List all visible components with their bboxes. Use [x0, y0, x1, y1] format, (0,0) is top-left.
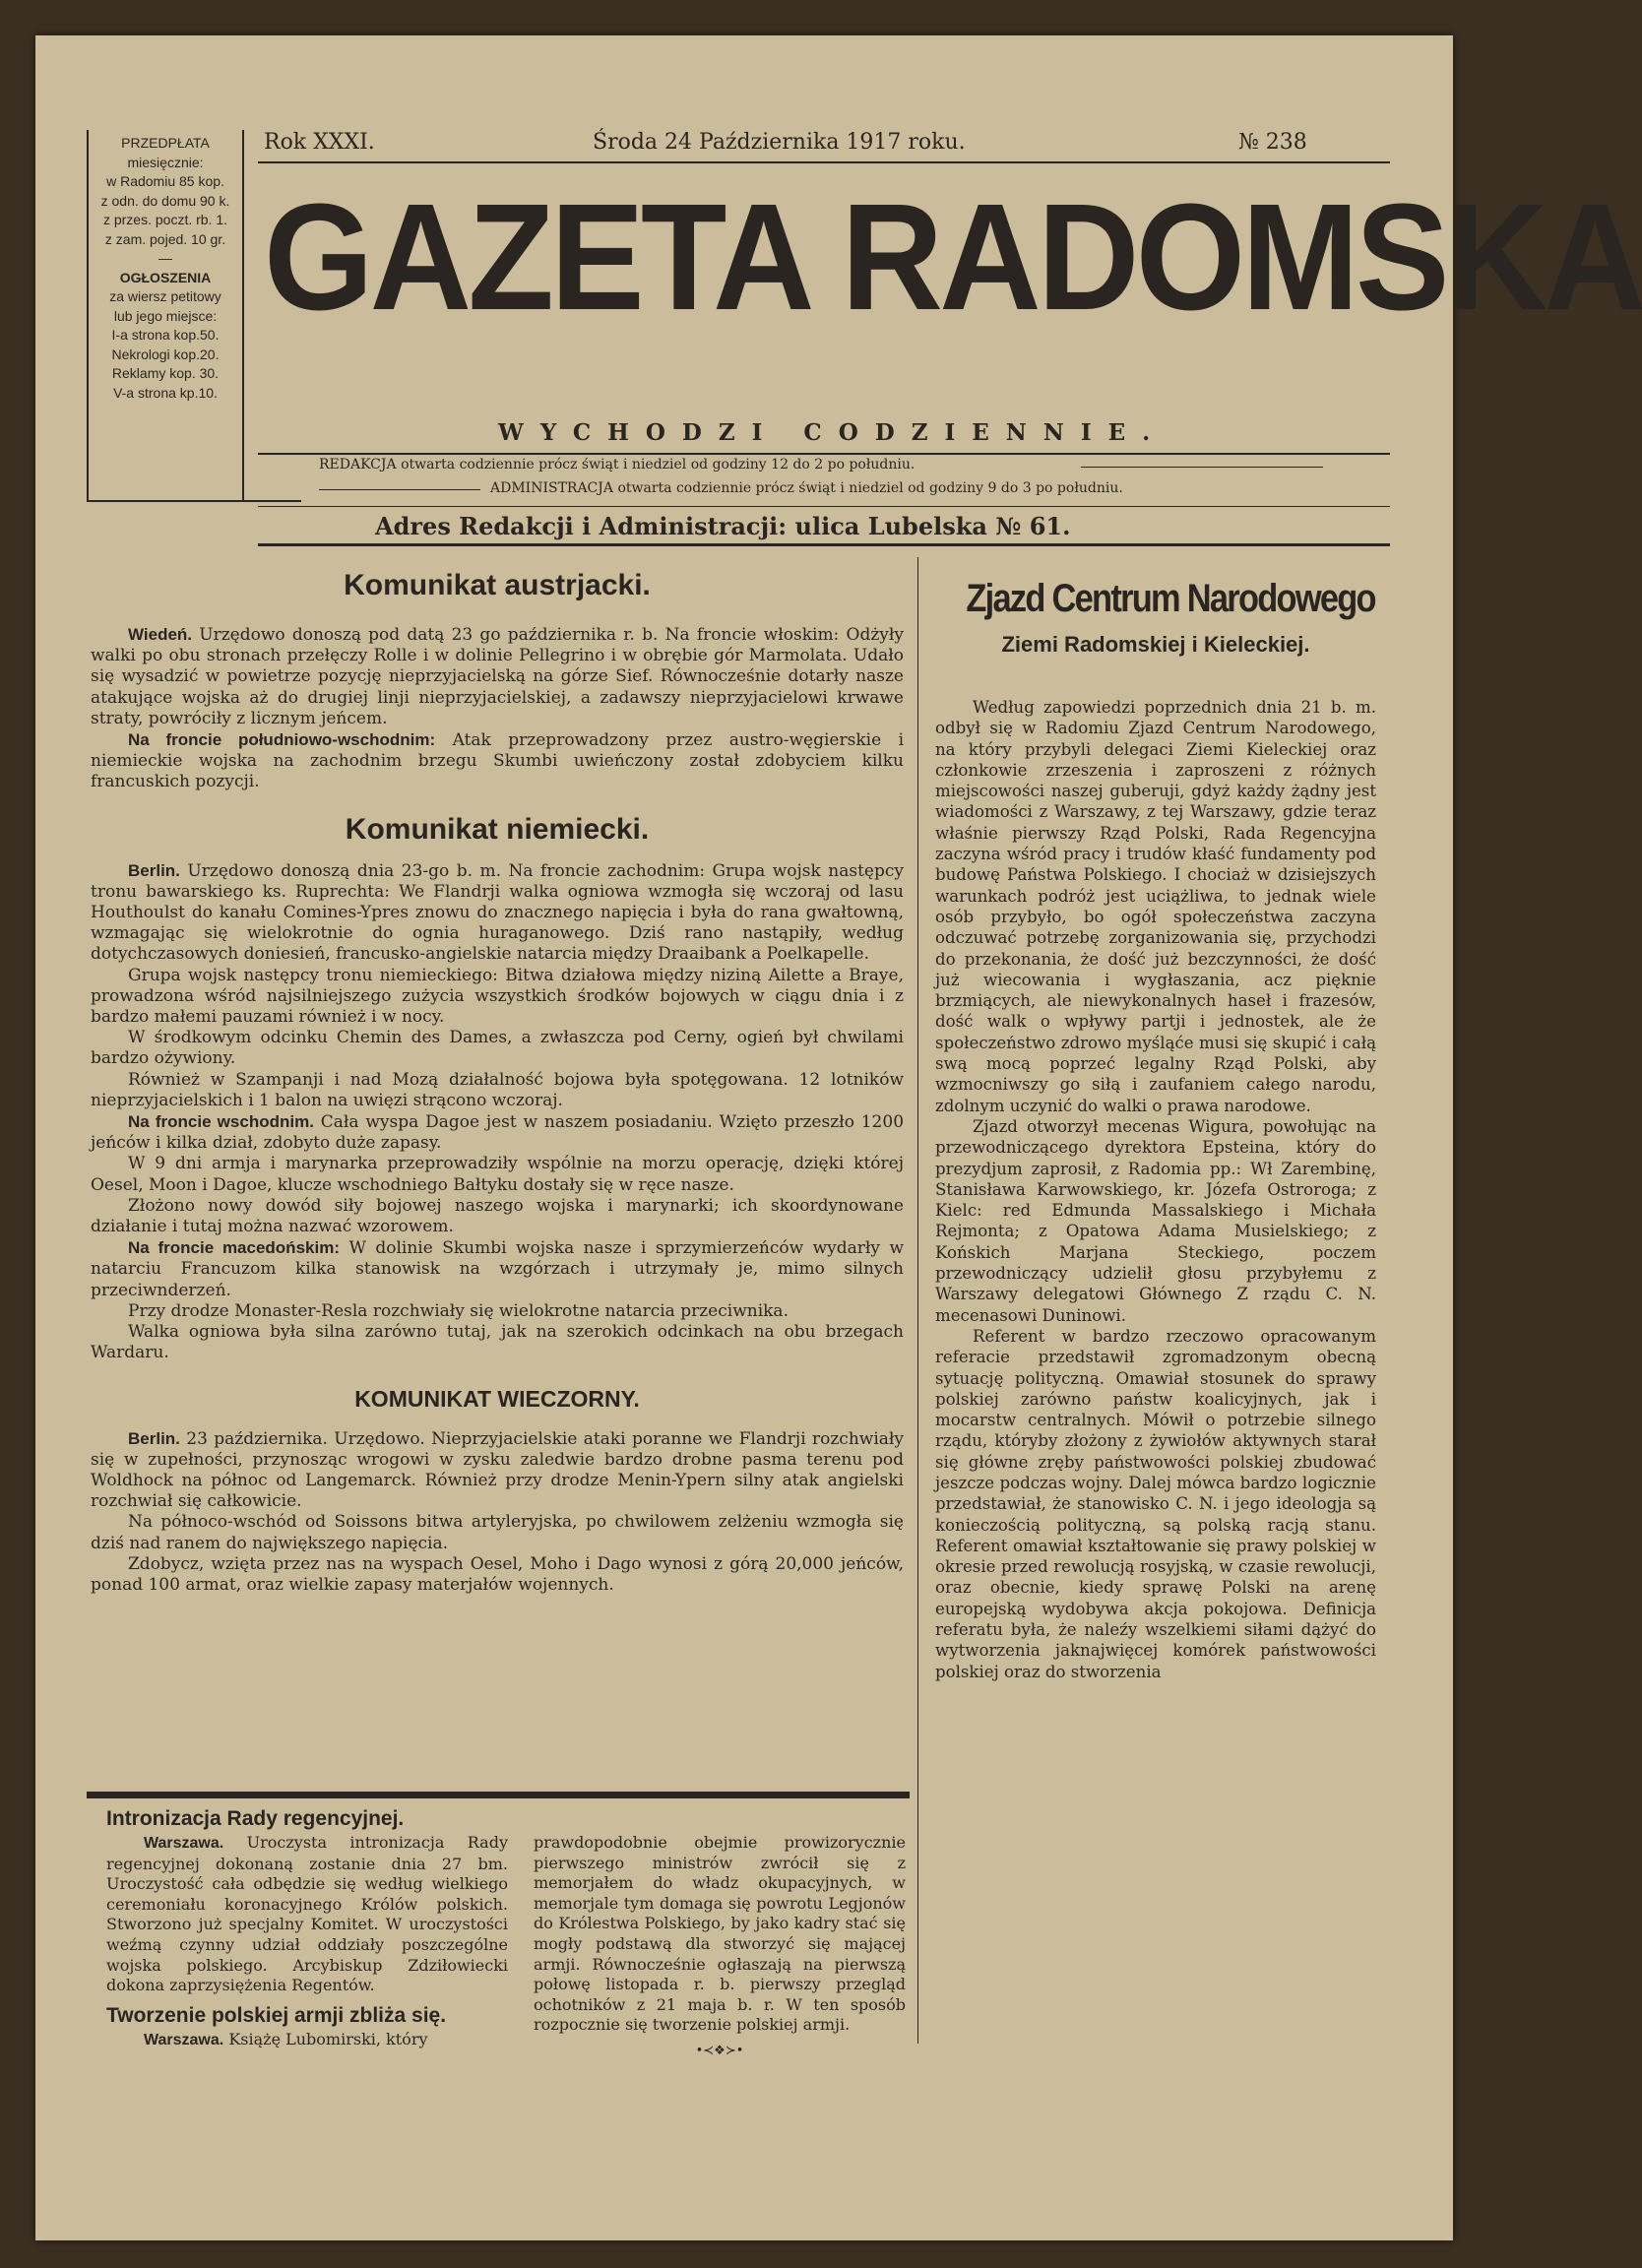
section-thick-rule	[87, 1792, 910, 1798]
bottom-left-column	[106, 1807, 508, 2050]
evening-heading: KOMUNIKAT WIECZORNY.	[354, 1385, 640, 1412]
issue-number: № 238	[1238, 130, 1307, 155]
german-paragraph: Na froncie macedońskim: W dolinie Skumbi wojska nasze i sprzymierzeńców wydarły w natarciu Francuzom kilka stanowisk na wzgórzach i utrzymały je, mimo silnych przeciwnderzeń.	[91, 1238, 905, 1300]
subscription-line: lub jego miejsce:	[113, 307, 218, 324]
subscription-line: PRZEDPŁATA	[121, 135, 210, 151]
subscription-box	[87, 130, 244, 500]
subscription-line: Reklamy kop. 30.	[111, 365, 220, 381]
german-paragraph: Przy drodze Monaster-Resla rozchwiały się wielokrotne natarcia przeciwnika.	[128, 1300, 789, 1321]
middle-text: prawdopodobnie obejmie prowizorycznie pierwszego ministrów zwrócił się z memorjałem do władz okupacyjnych, w memorjale tym domaga się powrotu Legjonów do Królestwa Polskiego, by jako kadry stać się mogły podstawą dla stworzyć się mającej armji. Równocześnie ogłaszają na pierwszą połowę listopada r. b. pierwszy przegląd ochotników z 21 maja b. r. W ten sposób rozpocznie się tworzenie polskiej armji.	[534, 1833, 906, 2035]
bottom-middle-column	[534, 1833, 906, 2058]
subscription-line: —	[158, 250, 172, 266]
subscription-line: w Radomiu 85 kop.	[106, 173, 224, 189]
administracja-rule	[319, 489, 480, 490]
subscription-line: OGŁOSZENIA	[119, 269, 212, 285]
subscription-lines	[89, 130, 242, 403]
right-column	[935, 569, 1376, 1682]
german-paragraph: Grupa wojsk następcy tronu niemieckiego: Bitwa działowa między niziną Ailette a Braye, prowadzona wśród najsilniejszego zużycia wszystkich środków bojowych w ciągu dnia i z bardzo małemi pauzami również i w nocy.	[91, 965, 904, 1028]
austrian-heading: Komunikat austrjacki.	[344, 569, 651, 601]
issue-year: Rok XXXI.	[264, 130, 375, 155]
austrian-paragraph: Wiedeń. Urzędowo donoszą pod datą 23 go października r. b. Na froncie włoskim: Odżyły walki po obu stronach przełęczy Rolle i w dolinie Pellegrino i w obrębie gór Marmolata. Udało się wysadzić w powietrze pozycję nieprzyjacielską na górze Sief. Równocześnie dotarły nasze atakujące wojska aż do drugiej linji nieprzyjacielskiej, a zadawszy nieprzyjacielowi krwawe straty, powróciły z licznym jeńcem.	[91, 625, 904, 728]
zjazd-subheading: Ziemi Radomskiej i Kieleckiej.	[1001, 632, 1310, 657]
address-line: Adres Redakcji i Administracji: ulica Lubelska № 61.	[375, 512, 1071, 540]
subscription-line: Nekrologi kop.20.	[111, 346, 220, 362]
armja-heading: Tworzenie polskiej armji zbliża się.	[106, 2003, 447, 2027]
evening-paragraph: Zdobycz, wzięta przez nas na wyspach Oesel, Moho i Dago wynosi z górą 20,000 jeńców, ponad 100 armat, oraz wielkie zapasy materjałów wojennych.	[91, 1553, 904, 1595]
newspaper-page	[35, 35, 1642, 2240]
masthead-mid-rule	[258, 453, 1390, 455]
administracja-hours: ADMINISTRACJA otwarta codziennie prócz świąt i niedziel od godziny 9 do 3 po południu.	[490, 480, 1123, 496]
subscription-line: z zam. pojed. 10 gr.	[104, 230, 226, 247]
subscription-line: z odn. do domu 90 k.	[100, 192, 230, 209]
zjazd-body	[935, 697, 1376, 1682]
german-paragraph: Na froncie wschodnim. Cała wyspa Dagoe jest w naszem posiadaniu. Wzięto przeszło 1200 jeńców i kilka dział, zdobyto duże zapasy.	[91, 1112, 905, 1154]
subscription-line: miesięcznie:	[127, 154, 204, 170]
zjazd-heading: Zjazd Centrum Narodowego	[966, 577, 1375, 620]
subscription-line: z przes. poczt. rb. 1.	[102, 212, 228, 227]
austrian-paragraph: Na froncie południowo-wschodnim: Atak przeprowadzony przez austro-węgierskie i niemieckie wojska na zachodnim brzegu Skumbi uwieńczony został zdobyciem kilku francuskich pozycji.	[91, 730, 905, 792]
subscription-line: I-a strona kop.50.	[111, 327, 220, 343]
german-paragraph: Złożono nowy dowód siły bojowej naszego wojska i marynarki; ich skoordynowane działanie i tutaj można nazwać wzorowem.	[91, 1195, 904, 1237]
evening-paragraph: Na północo-wschód od Soissons bitwa artyleryjska, po chwilowem zelżeniu wzmogła się dziś nad ranem do największego napięcia.	[91, 1512, 904, 1553]
german-heading: Komunikat niemiecki.	[345, 812, 650, 846]
intronizacja-text: Warszawa. Uroczysta intronizacja Rady regencyjnej dokonaną zostanie dnia 27 bm. Uroczystość cała odbędzie się według wielkiego ceremoniału koronacyjnego Królów polskich. Stworzono już specjalny Komitet. W uroczystości weźmą czynny udział oddziały poszczególne wojska polskiego. Arcybiskup Zdziłowiecki dokona zaprzysiężenia Regentów.	[106, 1833, 509, 1995]
ornament-divider: •≺❖≻•	[695, 2043, 744, 2058]
german-body	[91, 860, 904, 1364]
frequency-subtitle: WYCHODZI CODZIENNIE.	[498, 419, 1168, 446]
zjazd-paragraph: Według zapowiedzi poprzednich dnia 21 b. m. odbył się w Radomiu Zjazd Centrum Narodowego, na który przybyli delegaci Ziemi Kieleckiej oraz członkowie zrzeszenia i zaproszeni z różnych miejscowości naszej guberuji, gdyż każdy żądny jest wiadomości z Warszawy, z tej Warszawy, gdzie teraz właśnie pierwszy Rząd Polski, Rada Regencyjna zaczyna wśród pracy i trudów kłaść fundamenty pod budowę Państwa Polskiego. I chociaż w dzisiejszych warunkach podróż jest uciążliwa, to jednak wiele osób przybyło, bo ogół społeczeństwa zaczyna odczuwać potrzebę zorganizowania się, przychodzi do przekonania, że dość już bezczynności, że dość już wiecowania i wygłaszania, acz pięknie brzmiących, ale niewykonalnych haseł i frazesów, dość walk o wpływy partji i jednostek, ale że społeczeństwo zdrowo myśląće musi się skupić i całą swą mocą poprzeć legalny Rząd Polski, aby wzmocniwszy go siłą i zaufaniem całego narodu, zdolnym uczynić do walki o prawa narodowe.	[935, 698, 1376, 1115]
newspaper-title: GAZETA RADOMSKA	[264, 172, 1642, 342]
german-paragraph: Również w Szampanji i nad Mozą działalność bojowa była spotęgowana. 12 lotników nieprzyjacielskich i 1 balon na uwięzi strącono wczoraj.	[91, 1069, 904, 1110]
subscription-line: za wiersz petitowy	[109, 288, 221, 304]
redakcja-hours: REDAKCJA otwarta codziennie prócz świąt i niedziel od godziny 12 do 2 po południu.	[319, 457, 916, 472]
masthead-bottom-rule	[258, 543, 1390, 546]
german-paragraph: W środkowym odcinku Chemin des Dames, a zwłaszcza pod Cerny, ogień był chwilami bardzo ożywiony.	[91, 1028, 904, 1069]
sidebar-bottom-rule	[87, 500, 301, 502]
zjazd-paragraph: Zjazd otworzył mecenas Wigura, powołując na przewodniczącego dyrektora Epsteina, który do prezydjum zaprosił, z Radomia pp.: Wł Zarembinę, Stanisława Karwowskiego, kr. Józefa Ostroroga; z Kielc: red Edmunda Massalskiego i Michała Rejmonta; z Opatowa Adama Musielskiego; z Końskich Marjana Steckiego, poczem przewodniczący udzielił głosu przybyłemu z Warszawy delegatowi Głównego Z rządu C. N. mecenasowi Duninowi.	[935, 1116, 1376, 1325]
evening-paragraph: Berlin. 23 października. Urzędowo. Nieprzyjacielskie ataki poranne we Flandrji rozchwiały się w zupełności, przynosząc wrogowi w zysku zaledwie bardzo drobne pasma terenu pod Woldhock na północ od Langemarck. Również przy drodze Menin-Ypern silny atak angielski rozchwiał się całkowicie.	[91, 1428, 905, 1512]
address-top-rule	[258, 506, 1390, 507]
column-divider	[917, 557, 918, 2044]
armja-text: Warszawa. Książę Lubomirski, który	[144, 2029, 428, 2048]
evening-body	[91, 1428, 904, 1597]
zjazd-paragraph: Referent w bardzo rzeczowo opracowanym referacie przedstawił zgromadzonym obecną sytuację polityczną. Omawiał stosunek do sprawy polskiej zarówno państw koalicyjnych, jak i mocarstw centralnych. Mówił o potrzebie silnego rządu, któryby złożony z żywiołów aktywnych starał się główne zręby państwowości polskiej zbudować jeszcze podczas wojny. Dalej mówca bardzo logicznie przedstawiał, że stanowisko C. N. i jego ideologja są konieczością polityczną, są polską racją stanu. Referent omawiał kształtowanie się prawy polskiej w okresie przed rewolucją rosyjską, w czasie rewolucji, oraz obecnie, kiedy sprawę Polski na arenę europejską wydobywa akcja pokojowa. Definicja referatu była, że naleźy wszelkiemi siłami dążyć do wytworzenia jaknajwięcej komórek państwowości polskiej oraz do stworzenia	[935, 1326, 1376, 1681]
redakcja-rule	[1081, 467, 1323, 468]
intronizacja-heading: Intronizacja Rady regencyjnej.	[106, 1807, 405, 1830]
issue-date: Środa 24 Października 1917 roku.	[593, 130, 966, 155]
german-paragraph: W 9 dni armja i marynarka przeprowadziły wspólnie na morzu operację, dzięki której Oesel, Moon i Dagoe, klucze wschodniego Bałtyku dostały się w ręce nasze.	[91, 1154, 904, 1195]
masthead-top-rule	[258, 161, 1390, 163]
german-paragraph: Walka ogniowa była silna zarówno tutaj, jak na szerokich odcinkach na obu brzegach Wardaru.	[91, 1322, 904, 1363]
german-paragraph: Berlin. Urzędowo donoszą dnia 23-go b. m. Na froncie zachodnim: Grupa wojsk następcy tronu bawarskiego ks. Ruprechta: We Flandrji walka ogniowa wzmogła się wczoraj od lasu Houthoulst do kanału Comines-Ypres znowu do znacznego napięcia i była do rana gwałtowną, wzmagając się wielokrotnie do ognia huraganowego. Dziś rano nastąpiły, według dotychczasowych doniesień, francusko-angielskie natarcia między Draaibank a Poelkapelle.	[91, 860, 904, 965]
austrian-body	[91, 624, 904, 793]
left-column	[91, 559, 904, 1596]
subscription-line: V-a strona kp.10.	[113, 384, 218, 401]
